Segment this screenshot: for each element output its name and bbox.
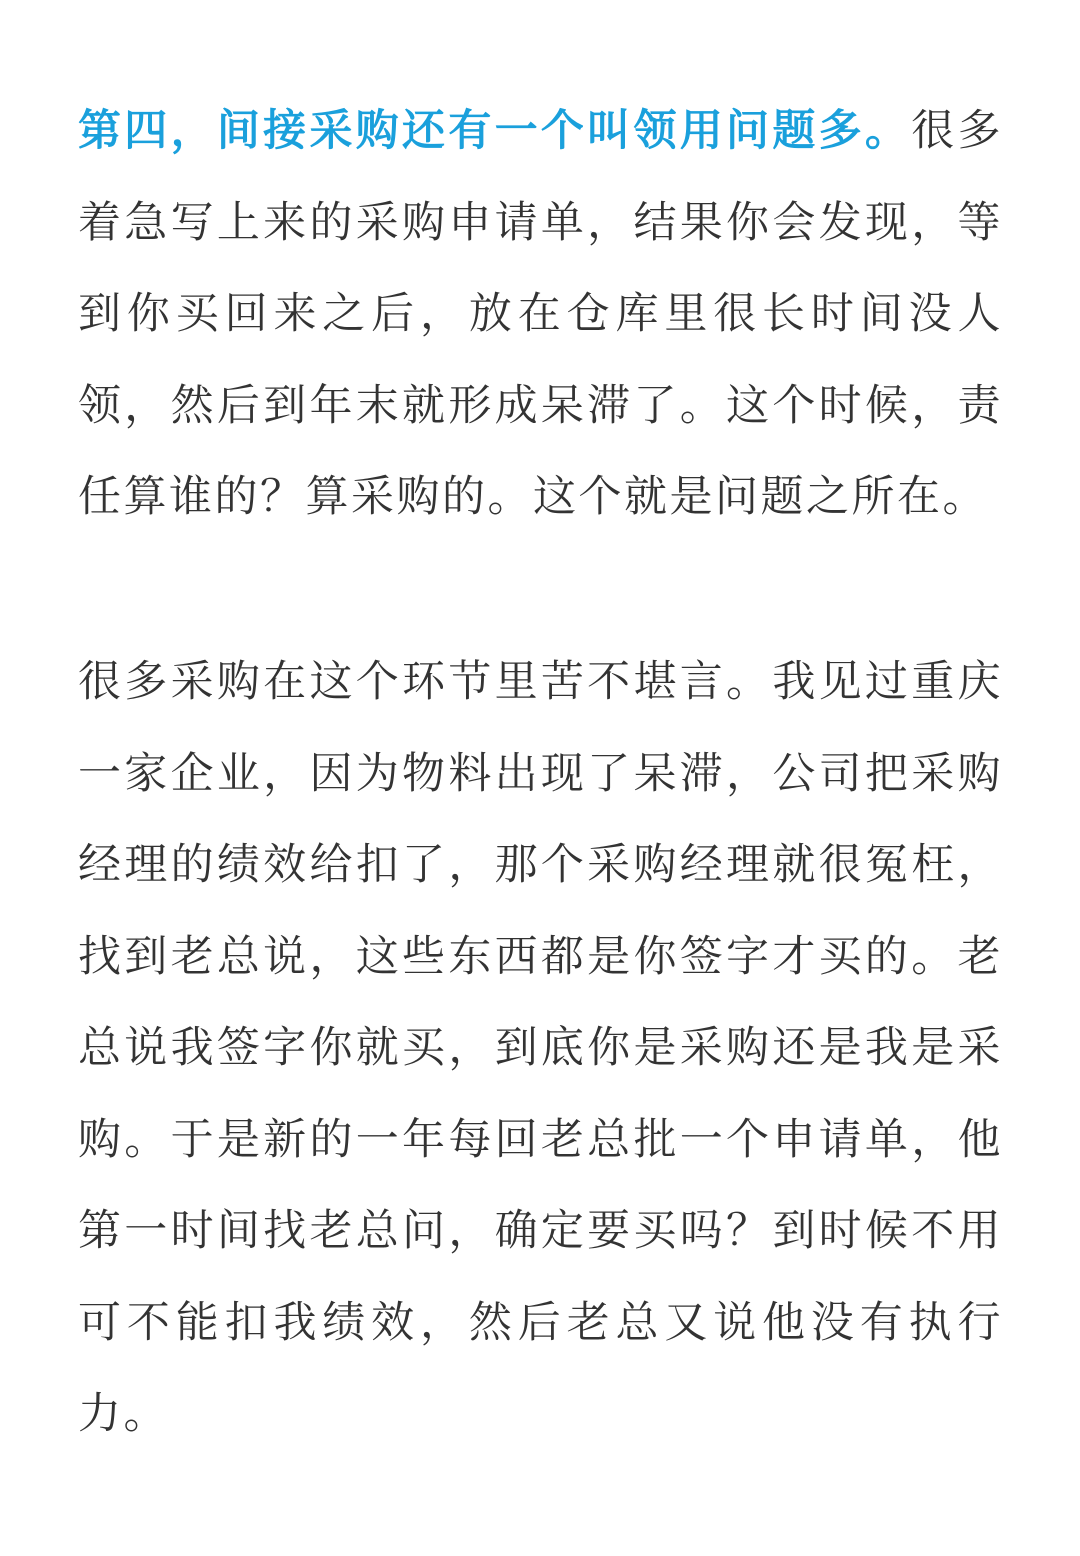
- article-paragraph-1: [78, 86, 1003, 544]
- section-heading-highlight: 第四，间接采购还有一个叫领用问题多。: [78, 106, 912, 156]
- paragraph-1-body: 很多着急写上来的采购申请单，结果你会发现，等到你买回来之后，放在仓库里很长时间没人领，然后到年末就形成呆滞了。这个时候，责任算谁的？算采购的。这个就是问题之所在。: [78, 106, 1004, 522]
- paragraph-2-body: 很多采购在这个环节里苦不堪言。我见过重庆一家企业，因为物料出现了呆滞，公司把采购经理的绩效给扣了，那个采购经理就很冤枉，找到老总说，这些东西都是你签字才买的。老总说我签字你就买，到底你是采购还是我是采购。于是新的一年每回老总批一个申请单，他第一时间找老总问，确定要买吗？到时候不用可不能扣我绩效，然后老总又说他没有执行力。: [78, 657, 1003, 1439]
- article-paragraph-2: [78, 637, 1003, 1461]
